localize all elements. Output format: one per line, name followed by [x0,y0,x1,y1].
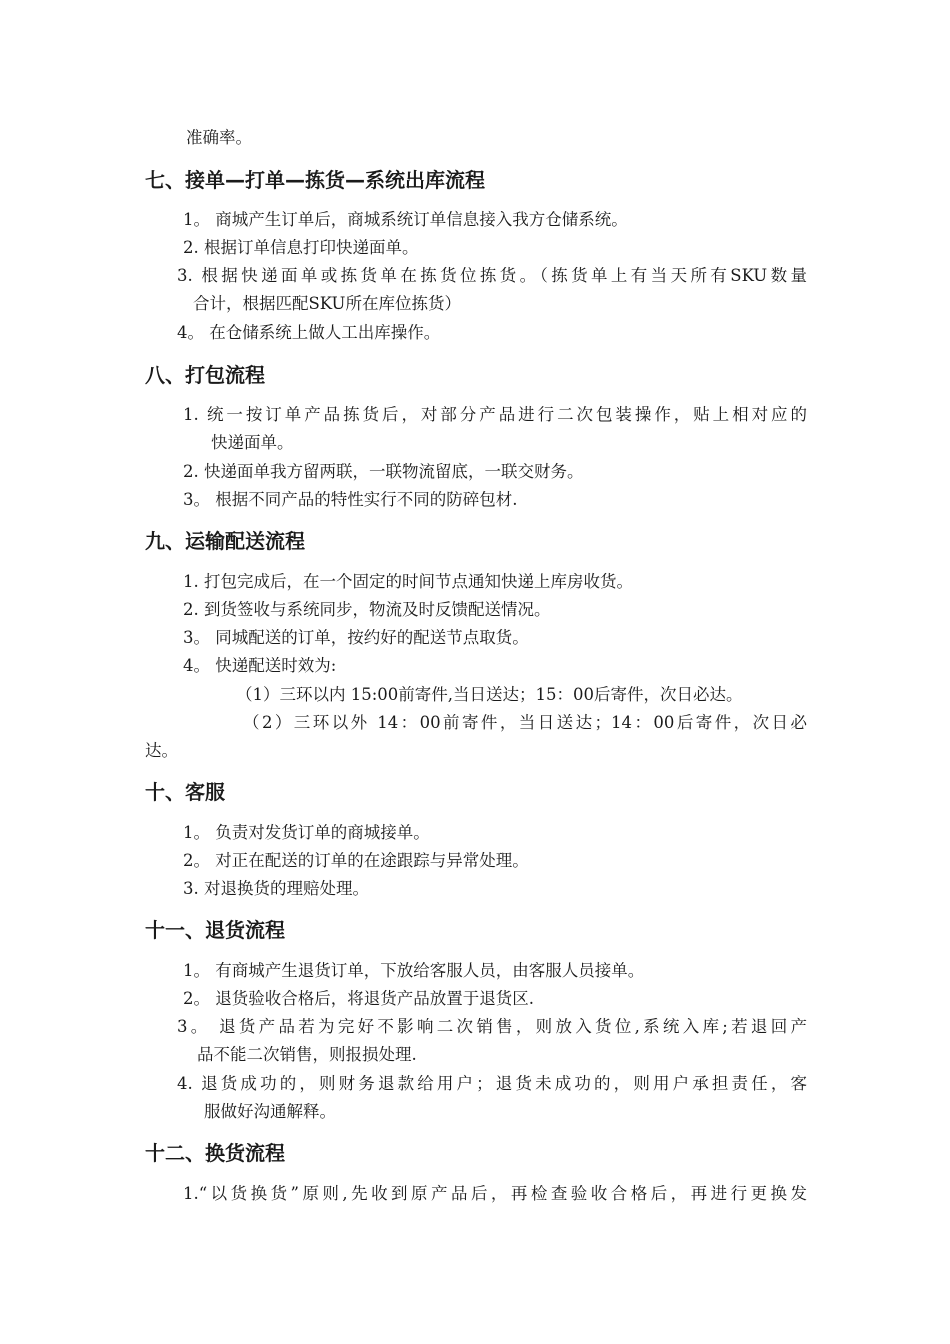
section-heading-8: 八、打包流程 [145,363,265,387]
list-item: 2。 退货验收合格后，将退货产品放置于退货区. [183,989,534,1008]
list-item-continuation: 服做好沟通解释。 [204,1102,336,1121]
section-heading-11: 十一、退货流程 [145,918,285,942]
list-item: 3. 对退换货的理赔处理。 [183,879,369,898]
list-item-continuation: 快递面单。 [211,433,294,452]
section-heading-10: 十、客服 [145,780,225,804]
list-item: 1。 有商城产生退货订单，下放给客服人员，由客服人员接单。 [183,961,645,980]
list-item: 3. 根据快递面单或拣货单在拣货位拣货。（拣货单上有当天所有SKU数量 [177,266,807,285]
list-item-continuation: 品不能二次销售，则报损处理. [197,1045,417,1064]
list-item: 4。 快递配送时效为: [183,656,337,675]
list-sub-item: （2）三环以外 14：00前寄件，当日送达；14：00后寄件，次日必 [243,713,807,732]
list-sub-item: （1）三环以内 15:00前寄件,当日送达；15：00后寄件，次日必达。 [236,685,743,704]
section-heading-7: 七、接单—打单—拣货—系统出库流程 [145,168,485,192]
list-item: 1。 商城产生订单后，商城系统订单信息接入我方仓储系统。 [183,210,628,229]
list-item: 2。 对正在配送的订单的在途跟踪与异常处理。 [183,851,529,870]
list-item: 1. 统一按订单产品拣货后，对部分产品进行二次包装操作，贴上相对应的 [183,405,807,424]
list-item: 1。 负责对发货订单的商城接单。 [183,823,430,842]
list-item: 2. 到货签收与系统同步，物流及时反馈配送情况。 [183,600,551,619]
list-item-continuation: 合计，根据匹配SKU所在库位拣货） [193,294,461,313]
continuation-text: 准确率。 [186,128,252,147]
list-item: 3。 同城配送的订单，按约好的配送节点取货。 [183,628,529,647]
section-heading-9: 九、运输配送流程 [145,529,305,553]
list-item: 2. 根据订单信息打印快递面单。 [183,238,419,257]
list-item: 2. 快递面单我方留两联，一联物流留底，一联交财务。 [183,462,584,481]
list-item: 4. 退货成功的，则财务退款给用户；退货未成功的，则用户承担责任，客 [177,1074,807,1093]
list-item: 3。 退货产品若为完好不影响二次销售，则放入货位,系统入库;若退回产 [177,1017,807,1036]
list-item: 1.“以货换货”原则,先收到原产品后，再检查验收合格后，再进行更换发 [183,1184,807,1203]
section-heading-12: 十二、换货流程 [145,1141,285,1165]
list-sub-item-continuation: 达。 [145,741,178,760]
list-item: 1. 打包完成后，在一个固定的时间节点通知快递上库房收货。 [183,572,633,591]
list-item: 4。 在仓储系统上做人工出库操作。 [177,323,441,342]
list-item: 3。 根据不同产品的特性实行不同的防碎包材. [183,490,518,509]
